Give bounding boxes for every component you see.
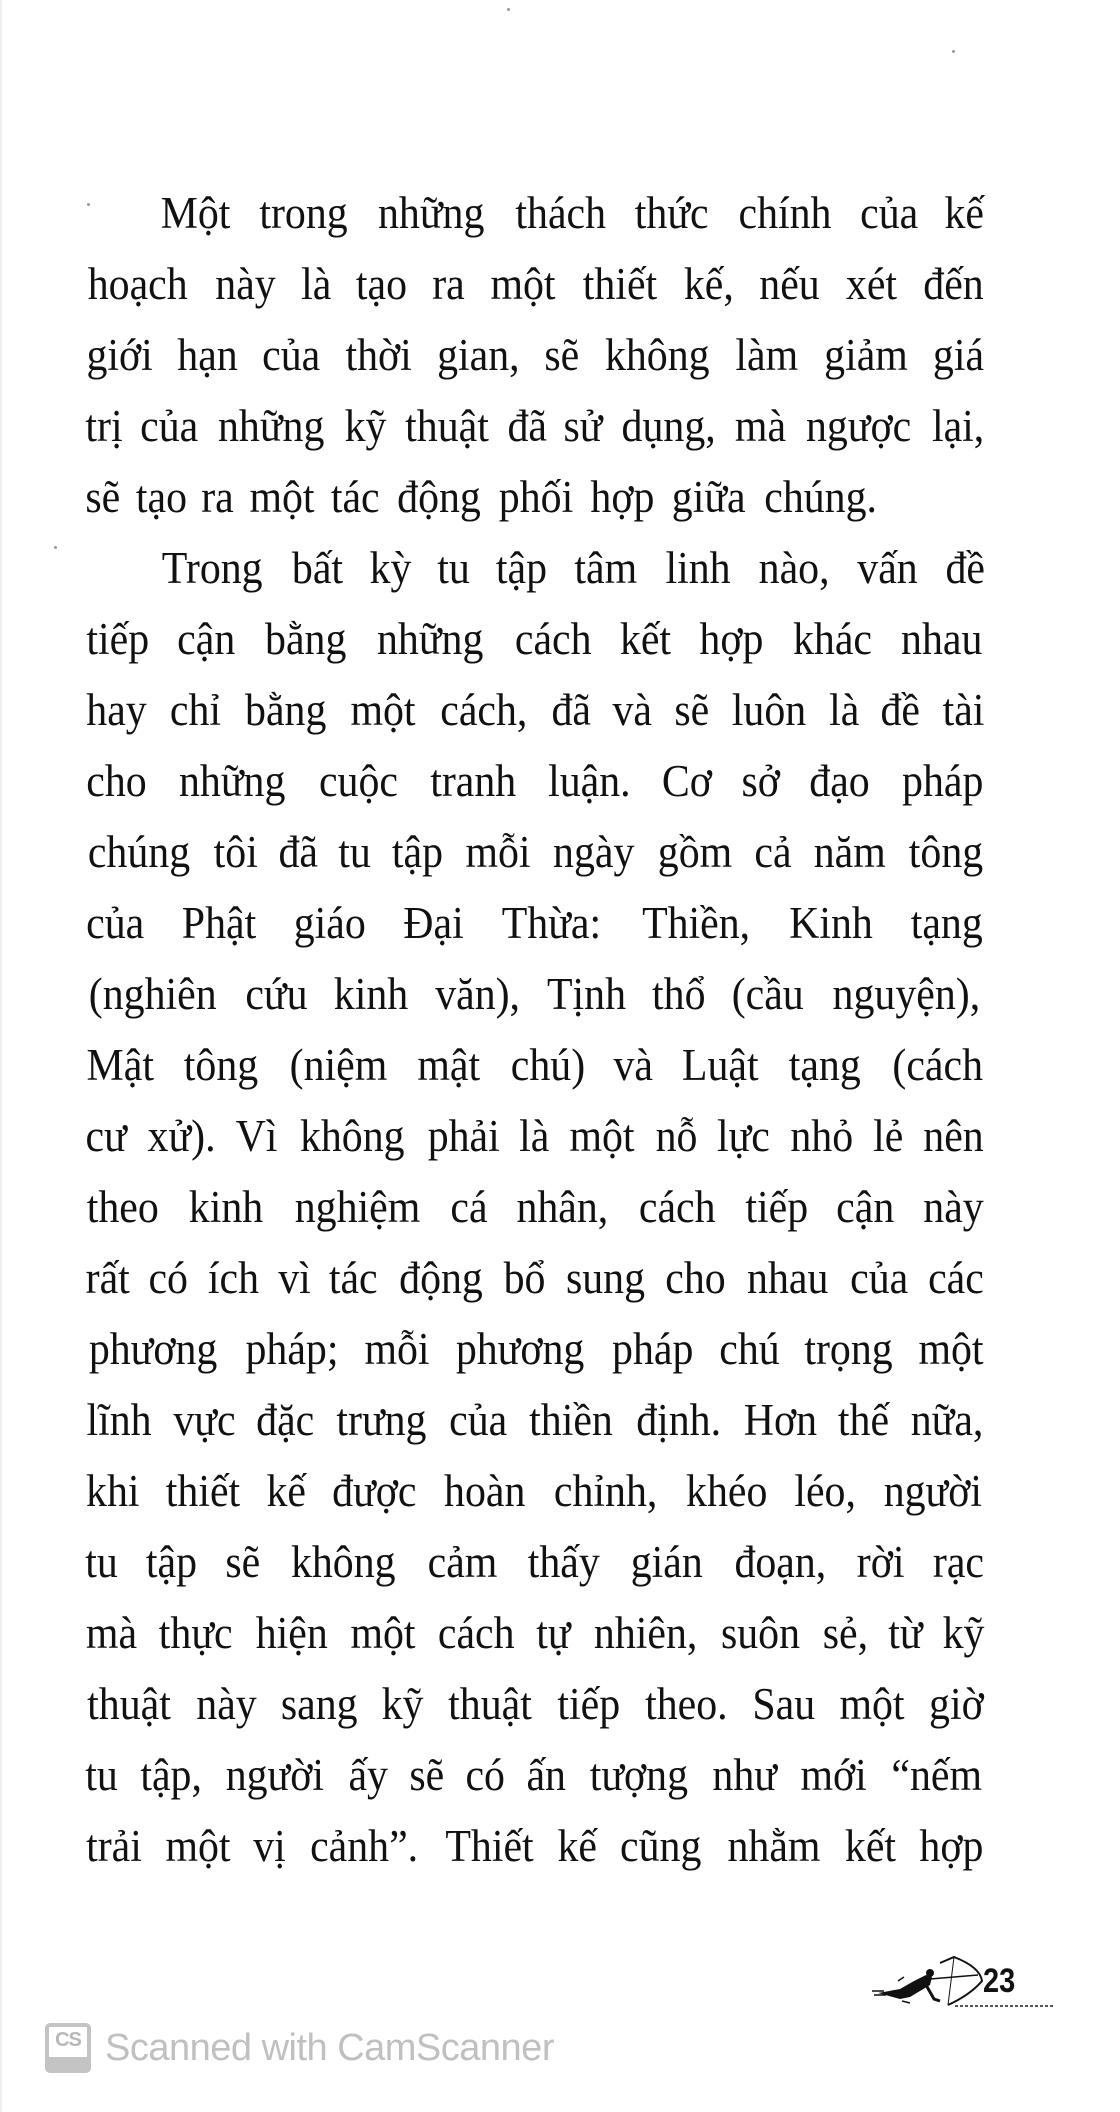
- word: hạn: [177, 330, 239, 380]
- scan-speck: [54, 546, 57, 549]
- word: mỗi: [464, 827, 531, 877]
- word: tập: [391, 827, 443, 877]
- word: xử).: [147, 1111, 216, 1161]
- word: pháp;: [245, 1324, 339, 1374]
- word: tu: [437, 543, 470, 593]
- word: Cơ: [661, 756, 713, 806]
- word: lực: [716, 1111, 770, 1161]
- word: của: [849, 1253, 908, 1303]
- word: động: [398, 1253, 483, 1303]
- word: giảm: [824, 330, 908, 380]
- word: thực: [159, 1608, 233, 1658]
- word: là: [519, 1111, 550, 1161]
- word: sẽ: [544, 330, 580, 380]
- word: (nghiên: [88, 969, 217, 1019]
- word: nếu: [759, 259, 821, 309]
- word: kế: [557, 1821, 597, 1871]
- word: tu: [85, 1750, 118, 1800]
- word: hợp: [699, 614, 764, 664]
- text-line: [84, 1243, 986, 1314]
- word: suôn: [721, 1608, 801, 1658]
- word: phải: [427, 1111, 500, 1161]
- word: đã: [551, 685, 591, 735]
- word: cận: [836, 1182, 895, 1232]
- word: tạo: [135, 472, 187, 522]
- word: lẻ: [873, 1111, 904, 1161]
- word: dụng,: [621, 401, 716, 451]
- word: là: [829, 685, 860, 735]
- text-line: [84, 888, 986, 959]
- camscanner-logo-bar: [49, 2057, 87, 2069]
- word: sẽ: [409, 1750, 445, 1800]
- word: “nếm: [891, 1750, 983, 1800]
- word: gian,: [437, 330, 521, 380]
- word: cảnh”.: [310, 1821, 419, 1871]
- word: theo.: [644, 1679, 728, 1729]
- word: tu: [85, 1537, 118, 1587]
- text-line: [84, 1456, 986, 1527]
- word: Trong: [161, 543, 263, 593]
- word: tác: [331, 472, 381, 522]
- word: này: [195, 1679, 257, 1729]
- text-line: [84, 533, 986, 604]
- word: chú: [718, 1324, 780, 1374]
- word: mỗi: [364, 1324, 430, 1374]
- word: Một: [160, 188, 231, 238]
- word: bằng: [244, 685, 327, 735]
- word: tiếp: [86, 614, 150, 664]
- word: kế: [266, 1466, 306, 1516]
- word: thức: [635, 188, 709, 238]
- word: các: [928, 1253, 984, 1303]
- word: một: [249, 472, 316, 522]
- word: Phật: [181, 898, 257, 948]
- word: kinh: [333, 969, 408, 1019]
- word: tâm: [574, 543, 638, 593]
- word: tập,: [139, 1750, 202, 1800]
- word: nguyện),: [832, 969, 981, 1019]
- word: một: [165, 1821, 231, 1871]
- word: một: [918, 1324, 984, 1374]
- word: giáo: [293, 898, 366, 948]
- word: sẽ: [673, 685, 709, 735]
- word: chúng.: [764, 472, 878, 522]
- word: đề: [880, 685, 921, 735]
- word: rất: [85, 1253, 130, 1303]
- word: chúng: [87, 827, 191, 877]
- word: Tịnh: [546, 969, 626, 1019]
- text-line: [84, 817, 986, 888]
- word: một: [350, 1608, 416, 1658]
- word: nhiên,: [593, 1608, 697, 1658]
- word: nhằm: [727, 1821, 821, 1871]
- word: tranh: [429, 756, 516, 806]
- word: động: [397, 472, 481, 522]
- word: gián: [630, 1537, 703, 1587]
- word: của: [449, 1395, 508, 1445]
- word: vực: [173, 1395, 236, 1445]
- word: trọng: [804, 1324, 893, 1374]
- text-line: [84, 746, 986, 817]
- word: của: [262, 330, 321, 380]
- word: linh: [665, 543, 731, 593]
- word: hay: [86, 685, 147, 735]
- word: Đại: [403, 898, 464, 948]
- word: cứu: [244, 969, 308, 1019]
- watermark-text: Scanned with CamScanner: [105, 2026, 554, 2069]
- word: thiết: [165, 1466, 241, 1516]
- word: Kinh: [789, 898, 873, 948]
- word: đoạn,: [734, 1537, 826, 1587]
- word: thiết: [582, 259, 658, 309]
- word: này: [215, 259, 277, 309]
- word: đề: [945, 543, 985, 593]
- word: sử: [563, 401, 603, 451]
- word: theo: [86, 1182, 159, 1232]
- word: mới: [800, 1750, 868, 1800]
- word: từ: [887, 1608, 923, 1658]
- word: tạo: [356, 259, 408, 309]
- word: cách,: [440, 685, 528, 735]
- word: không: [291, 1537, 396, 1587]
- text-line: [84, 1527, 986, 1598]
- word: như: [712, 1750, 778, 1800]
- word: nào,: [758, 543, 830, 593]
- word: đặc: [256, 1395, 315, 1445]
- word: tập: [495, 543, 548, 593]
- paragraph: [84, 533, 986, 1882]
- word: trong: [259, 188, 348, 238]
- word: này: [923, 1182, 984, 1232]
- word: ích: [207, 1253, 259, 1303]
- word: một: [569, 1111, 635, 1161]
- page-edge-shadow: [0, 0, 3, 2112]
- word: Mật: [86, 1040, 154, 1090]
- word: tông: [183, 1040, 259, 1090]
- word: cảm: [427, 1537, 498, 1587]
- word: của: [140, 401, 199, 451]
- camscanner-logo-label: CS: [55, 2029, 81, 2051]
- word: cách: [638, 1182, 716, 1232]
- word: sẽ: [225, 1537, 261, 1587]
- word: tiếp: [557, 1679, 620, 1729]
- word: vị: [253, 1821, 287, 1871]
- text-line: [84, 178, 986, 249]
- word: Thiết: [444, 1821, 534, 1871]
- word: đã: [278, 827, 318, 877]
- word: người: [883, 1466, 983, 1516]
- word: khác: [792, 614, 872, 664]
- page-number: 23: [983, 1962, 1016, 2000]
- word: luận.: [548, 756, 631, 806]
- word: phương: [88, 1324, 218, 1374]
- word: cư: [85, 1111, 127, 1161]
- word: được: [332, 1466, 417, 1516]
- archer-figure-icon: [870, 1955, 990, 2007]
- word: tạng: [789, 1040, 862, 1090]
- word: trưng: [336, 1395, 427, 1445]
- text-line: [84, 1669, 986, 1740]
- text-line: [84, 391, 986, 462]
- word: ngược: [806, 401, 912, 451]
- word: và: [613, 1040, 654, 1090]
- word: nghiệm: [294, 1182, 421, 1232]
- word: tự: [536, 1608, 571, 1658]
- word: tông: [908, 827, 984, 877]
- word: những: [179, 756, 286, 806]
- word: vấn: [857, 543, 919, 593]
- word: đã: [507, 401, 547, 451]
- word: Vì: [235, 1111, 278, 1161]
- text-line: [84, 1740, 986, 1811]
- word: rạc: [932, 1537, 985, 1587]
- text-line: [84, 462, 986, 533]
- text-line: [84, 1172, 986, 1243]
- word: của: [860, 188, 919, 238]
- word: lĩnh: [86, 1395, 152, 1445]
- word: bổ: [503, 1253, 546, 1303]
- word: kỹ: [382, 1679, 424, 1729]
- word: mật: [417, 1040, 481, 1090]
- word: (cầu: [731, 969, 804, 1019]
- camscanner-logo-icon: [45, 2023, 91, 2073]
- word: những: [218, 401, 325, 451]
- word: kinh: [188, 1182, 263, 1232]
- word: những: [377, 614, 484, 664]
- word: một: [350, 685, 416, 735]
- body-text: [84, 178, 986, 1882]
- text-line: [84, 1598, 986, 1669]
- word: giữa: [671, 472, 746, 522]
- text-line: [84, 604, 986, 675]
- word: sang: [281, 1679, 358, 1729]
- word: tác: [329, 1253, 379, 1303]
- word: sung: [565, 1253, 645, 1303]
- word: nỗ: [655, 1111, 698, 1161]
- word: phối: [498, 472, 574, 522]
- word: kỹ: [344, 401, 387, 451]
- word: giới: [86, 330, 153, 380]
- text-line: [84, 1101, 986, 1172]
- camscanner-watermark: [45, 2022, 554, 2074]
- word: cận: [177, 614, 236, 664]
- text-line: [84, 1385, 986, 1456]
- word: có: [465, 1750, 505, 1800]
- word: ngày: [553, 827, 635, 877]
- word: thế: [838, 1395, 890, 1445]
- word: nên: [923, 1111, 984, 1161]
- word: chỉnh,: [554, 1466, 658, 1516]
- word: của: [86, 898, 145, 948]
- word: ấy: [348, 1750, 388, 1800]
- word: cũng: [620, 1821, 702, 1871]
- word: văn),: [434, 969, 520, 1019]
- word: chú): [510, 1040, 585, 1090]
- ornament-underline: [955, 2005, 1055, 2007]
- word: cách: [438, 1608, 515, 1658]
- word: thuật: [87, 1679, 171, 1729]
- paragraph: [84, 178, 986, 533]
- word: sẽ: [85, 472, 121, 522]
- scan-speck: [507, 8, 510, 11]
- word: một: [490, 259, 556, 309]
- word: làm: [735, 330, 799, 380]
- word: kết: [619, 614, 671, 664]
- word: không: [299, 1111, 405, 1161]
- word: cuộc: [318, 756, 398, 806]
- word: giá: [932, 330, 985, 380]
- text-line: [84, 1314, 986, 1385]
- word: mà: [735, 401, 787, 451]
- word: trải: [86, 1821, 142, 1871]
- word: Thừa:: [502, 898, 602, 948]
- word: và: [612, 685, 653, 735]
- word: xét: [846, 259, 898, 309]
- word: tập: [146, 1537, 198, 1587]
- word: Thiền,: [641, 898, 750, 948]
- word: giờ: [929, 1679, 984, 1729]
- word: nữa,: [910, 1395, 984, 1445]
- word: hợp: [919, 1821, 984, 1871]
- word: kỳ: [369, 543, 412, 593]
- text-line: [84, 675, 986, 746]
- word: thổ: [652, 969, 706, 1019]
- word: kỹ: [942, 1608, 985, 1658]
- word: cho: [86, 756, 147, 806]
- word: gồm: [658, 827, 733, 877]
- word: bằng: [264, 614, 347, 664]
- word: vì: [277, 1253, 311, 1303]
- word: mà: [85, 1608, 138, 1658]
- word: tiếp: [744, 1182, 808, 1232]
- word: thuật: [404, 401, 489, 451]
- word: ra: [432, 259, 466, 309]
- word: nhân,: [516, 1182, 609, 1232]
- word: cách: [514, 614, 592, 664]
- word: rời: [856, 1537, 905, 1587]
- word: thách: [515, 188, 606, 238]
- word: nhỏ: [790, 1111, 854, 1161]
- word: cá: [450, 1182, 488, 1232]
- word: là: [301, 259, 332, 309]
- word: có: [148, 1253, 189, 1303]
- word: đến: [923, 259, 984, 309]
- word: thiền: [529, 1395, 613, 1445]
- word: tu: [338, 827, 371, 877]
- word: trị: [85, 401, 123, 451]
- word: khéo: [686, 1466, 768, 1516]
- word: cho: [665, 1253, 727, 1303]
- text-line: [84, 1030, 986, 1101]
- word: pháp: [901, 756, 983, 806]
- word: đạo: [809, 756, 871, 806]
- word: hợp: [590, 472, 655, 522]
- word: Sau: [752, 1679, 816, 1729]
- word: khi: [86, 1466, 140, 1516]
- word: thấy: [527, 1537, 600, 1587]
- word: sẻ,: [822, 1608, 868, 1658]
- word: (niệm: [289, 1040, 388, 1090]
- word: hiện: [255, 1608, 328, 1658]
- scan-speck: [952, 50, 955, 53]
- word: không: [604, 330, 710, 380]
- word: chỉ: [169, 685, 221, 735]
- word: một: [839, 1679, 905, 1729]
- word: luôn: [731, 685, 807, 735]
- word: (cách: [891, 1040, 983, 1090]
- word: những: [378, 188, 485, 238]
- word: thời: [345, 330, 412, 380]
- word: tài: [942, 685, 985, 735]
- word: ấn: [526, 1750, 567, 1800]
- word: định.: [635, 1395, 721, 1445]
- word: lại,: [931, 401, 984, 451]
- word: thuật: [448, 1679, 532, 1729]
- word: Hơn: [743, 1395, 817, 1445]
- word: sở: [741, 756, 780, 806]
- word: tượng: [589, 1750, 689, 1800]
- text-line: [84, 959, 986, 1030]
- word: ra: [201, 472, 235, 522]
- word: nhau: [747, 1253, 829, 1303]
- word: tạng: [911, 898, 984, 948]
- word: kết: [845, 1821, 897, 1871]
- word: pháp: [612, 1324, 694, 1374]
- word: kế,: [683, 259, 734, 309]
- word: chính: [738, 188, 832, 238]
- word: phương: [456, 1324, 585, 1374]
- word: tôi: [213, 827, 258, 877]
- text-line: [84, 249, 986, 320]
- word: hoàn: [444, 1466, 526, 1516]
- word: nhau: [901, 614, 983, 664]
- word: hoạch: [87, 259, 188, 309]
- word: năm: [813, 827, 886, 877]
- word: bất: [291, 543, 343, 593]
- word: người: [226, 1750, 325, 1800]
- word: cả: [754, 827, 792, 877]
- text-line: [84, 1811, 986, 1882]
- word: Luật: [682, 1040, 759, 1090]
- word: léo,: [794, 1466, 857, 1516]
- word: kế: [944, 188, 985, 238]
- text-line: [84, 320, 986, 391]
